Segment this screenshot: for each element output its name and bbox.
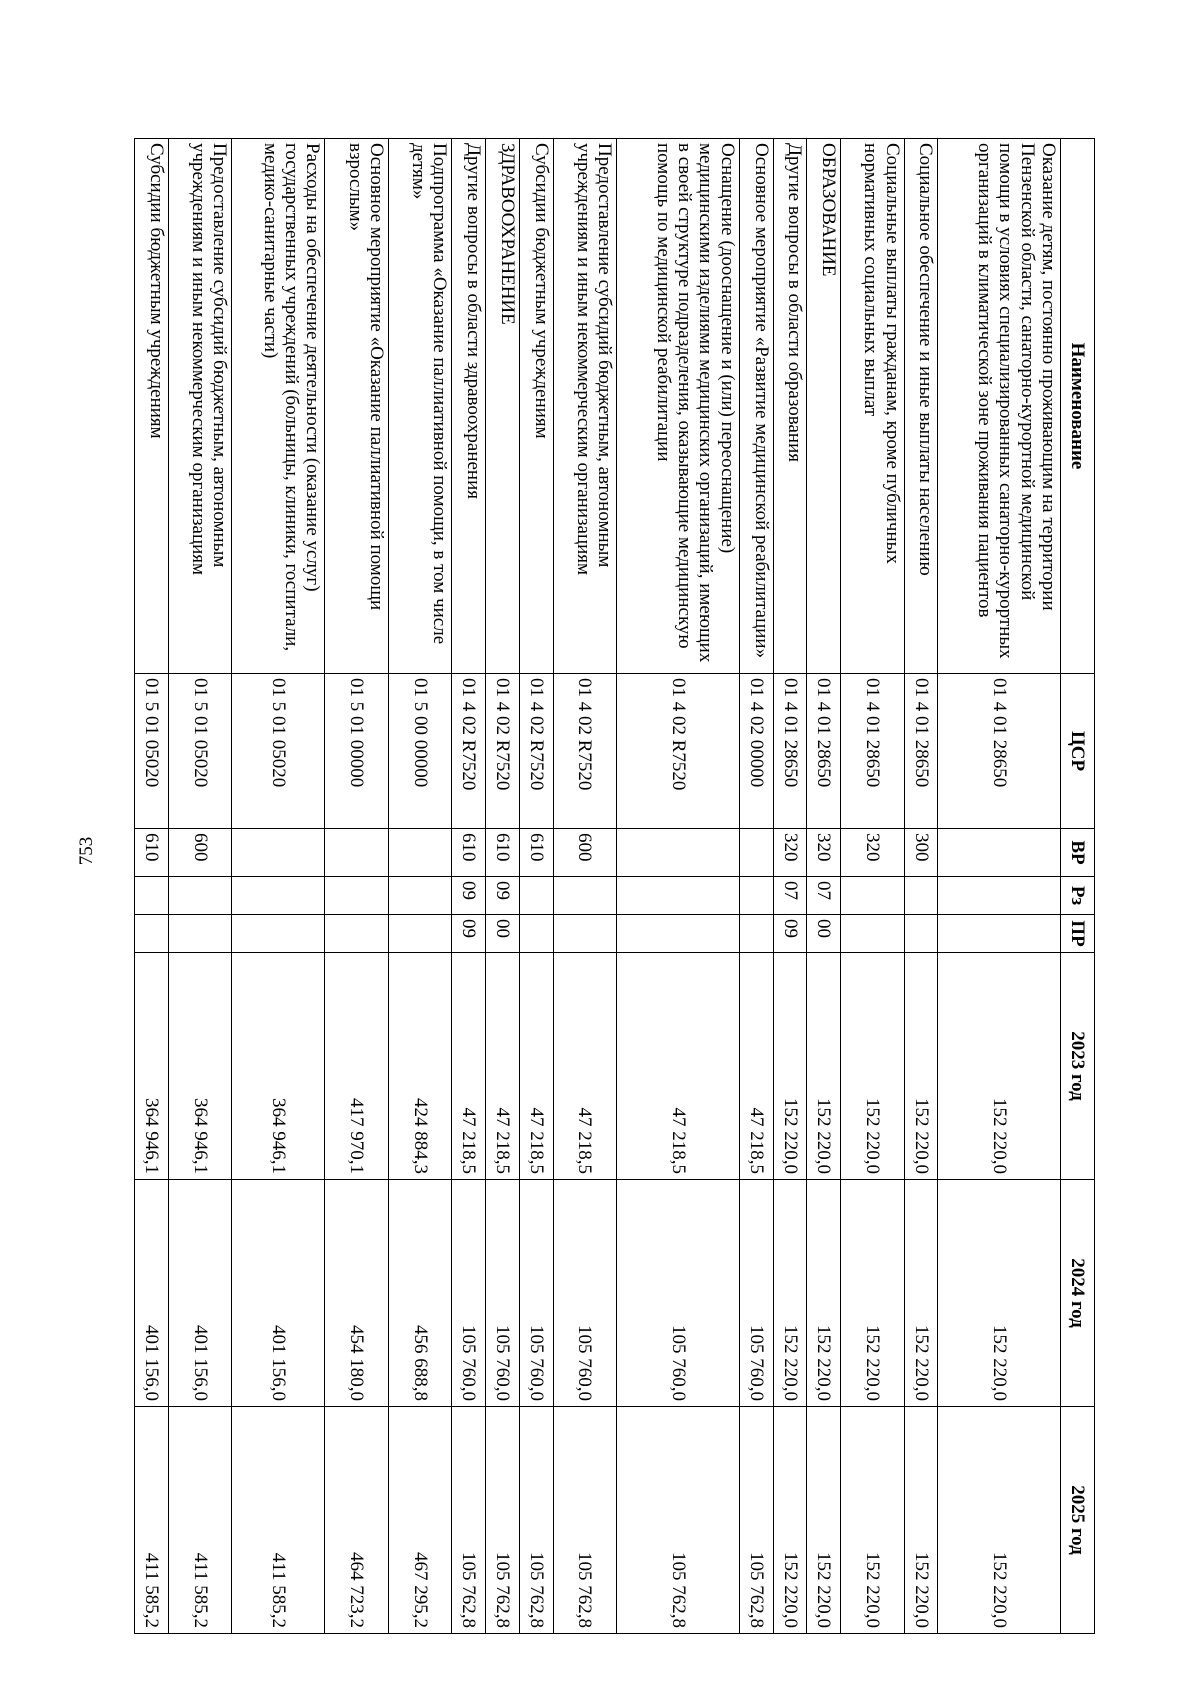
row-csr-cell: 01 4 02 R7520 [617, 674, 740, 829]
row-2023-cell: 417 970,1 [325, 953, 388, 1180]
row-vr-cell [617, 829, 740, 877]
header-vr: ВР [1061, 829, 1095, 877]
row-2023-cell: 152 220,0 [904, 953, 938, 1180]
table-row [938, 139, 1061, 1634]
row-2023-cell: 152 220,0 [807, 953, 841, 1180]
table-row [168, 139, 231, 1634]
row-name-cell: ОБРАЗОВАНИЕ [807, 139, 841, 674]
row-2025-cell: 105 762,8 [553, 1407, 616, 1634]
row-vr-cell: 600 [553, 829, 616, 877]
row-vr-cell: 610 [486, 829, 520, 877]
row-csr-cell: 01 4 01 28650 [773, 674, 807, 829]
row-2024-cell: 105 760,0 [617, 1180, 740, 1407]
row-name-cell: Субсидии бюджетным учреждениям [135, 139, 169, 674]
row-rz-cell [904, 877, 938, 915]
header-2024: 2024 год [1061, 1180, 1095, 1407]
row-csr-cell: 01 5 01 05020 [168, 674, 231, 829]
row-2024-cell: 152 220,0 [938, 1180, 1061, 1407]
row-pr-cell [388, 915, 451, 953]
table-row [135, 139, 169, 1634]
row-rz-cell [938, 877, 1061, 915]
row-2024-cell: 105 760,0 [486, 1180, 520, 1407]
row-2024-cell: 152 220,0 [904, 1180, 938, 1407]
table-row [325, 139, 388, 1634]
row-pr-cell [519, 915, 553, 953]
row-pr-cell: 09 [452, 915, 486, 953]
table-row [486, 139, 520, 1634]
row-rz-cell [232, 877, 325, 915]
row-vr-cell: 320 [807, 829, 841, 877]
row-2024-cell: 152 220,0 [841, 1180, 904, 1407]
row-vr-cell [739, 829, 773, 877]
table-row [553, 139, 616, 1634]
row-vr-cell: 300 [904, 829, 938, 877]
row-2025-cell: 464 723,2 [325, 1407, 388, 1634]
row-csr-cell: 01 4 02 R7520 [452, 674, 486, 829]
row-name-cell: Предоставление субсидий бюджетным, автономным учреждениям и иным некоммерческим организациям [168, 139, 231, 674]
row-name-cell: Социальное обеспечение и иные выплаты населению [904, 139, 938, 674]
row-2025-cell: 105 762,8 [617, 1407, 740, 1634]
row-2023-cell: 47 218,5 [519, 953, 553, 1180]
row-csr-cell: 01 5 01 00000 [325, 674, 388, 829]
row-2023-cell: 364 946,1 [232, 953, 325, 1180]
row-vr-cell: 320 [773, 829, 807, 877]
row-2023-cell: 364 946,1 [135, 953, 169, 1180]
row-pr-cell [168, 915, 231, 953]
row-2024-cell: 152 220,0 [807, 1180, 841, 1407]
header-pr: ПР [1061, 915, 1095, 953]
row-vr-cell: 320 [841, 829, 904, 877]
row-2023-cell: 364 946,1 [168, 953, 231, 1180]
row-name-cell: Социальные выплаты гражданам, кроме публичных нормативных социальных выплат [841, 139, 904, 674]
row-csr-cell: 01 4 01 28650 [841, 674, 904, 829]
row-pr-cell [739, 915, 773, 953]
header-2025: 2025 год [1061, 1407, 1095, 1634]
row-rz-cell: 09 [486, 877, 520, 915]
header-csr: ЦСР [1061, 674, 1095, 829]
row-pr-cell [841, 915, 904, 953]
row-rz-cell [135, 877, 169, 915]
row-2025-cell: 105 762,8 [486, 1407, 520, 1634]
table-row [773, 139, 807, 1634]
row-csr-cell: 01 5 00 00000 [388, 674, 451, 829]
row-csr-cell: 01 4 01 28650 [807, 674, 841, 829]
row-2024-cell: 401 156,0 [135, 1180, 169, 1407]
row-pr-cell: 00 [807, 915, 841, 953]
row-name-cell: Оснащение (дооснащение и (или) переоснащение) медицинскими изделиями медицинских организаций, имеющих в своей структуре подразделения, оказывающие медицинскую помощь по медицинской реабилитации [617, 139, 740, 674]
row-name-cell: Основное мероприятие «Оказание паллиативной помощи взрослым» [325, 139, 388, 674]
row-pr-cell [325, 915, 388, 953]
table-row [807, 139, 841, 1634]
row-pr-cell [617, 915, 740, 953]
row-vr-cell: 610 [519, 829, 553, 877]
row-rz-cell: 07 [807, 877, 841, 915]
row-name-cell: Другие вопросы в области образования [773, 139, 807, 674]
row-csr-cell: 01 5 01 05020 [232, 674, 325, 829]
row-2025-cell: 105 762,8 [739, 1407, 773, 1634]
row-2025-cell: 152 220,0 [841, 1407, 904, 1634]
row-vr-cell: 600 [168, 829, 231, 877]
row-2025-cell: 411 585,2 [232, 1407, 325, 1634]
row-2023-cell: 152 220,0 [773, 953, 807, 1180]
row-2025-cell: 105 762,8 [519, 1407, 553, 1634]
row-2025-cell: 152 220,0 [773, 1407, 807, 1634]
row-rz-cell [739, 877, 773, 915]
row-vr-cell [388, 829, 451, 877]
row-2023-cell: 47 218,5 [617, 953, 740, 1180]
table-row [232, 139, 325, 1634]
row-2025-cell: 411 585,2 [135, 1407, 169, 1634]
row-name-cell: Подпрограмма «Оказание паллиативной помощи, в том числе детям» [388, 139, 451, 674]
row-vr-cell [938, 829, 1061, 877]
header-name: Наименование [1061, 139, 1095, 674]
row-2023-cell: 47 218,5 [486, 953, 520, 1180]
row-name-cell: Оказание детям, постоянно проживающим на территории Пензенской области, санаторно-курортной медицинской помощи в условиях специализированных санаторно-курортных организаций в климатической зоне проживания пациентов [938, 139, 1061, 674]
table-header-row [1061, 139, 1095, 1634]
row-2025-cell: 152 220,0 [904, 1407, 938, 1634]
row-2024-cell: 105 760,0 [553, 1180, 616, 1407]
row-name-cell: Другие вопросы в области здравоохранения [452, 139, 486, 674]
row-2023-cell: 47 218,5 [739, 953, 773, 1180]
row-pr-cell [553, 915, 616, 953]
row-2025-cell: 467 295,2 [388, 1407, 451, 1634]
row-vr-cell [232, 829, 325, 877]
row-rz-cell [325, 877, 388, 915]
row-rz-cell [841, 877, 904, 915]
row-name-cell: Субсидии бюджетным учреждениям [519, 139, 553, 674]
row-rz-cell [553, 877, 616, 915]
row-pr-cell [135, 915, 169, 953]
row-vr-cell: 610 [452, 829, 486, 877]
header-rz: Рз [1061, 877, 1095, 915]
table-row [617, 139, 740, 1634]
row-2024-cell: 105 760,0 [519, 1180, 553, 1407]
row-vr-cell: 610 [135, 829, 169, 877]
row-name-cell: Предоставление субсидий бюджетным, автономным учреждениям и иным некоммерческим организациям [553, 139, 616, 674]
row-name-cell: Основное мероприятие «Развитие медицинской реабилитации» [739, 139, 773, 674]
row-2023-cell: 47 218,5 [452, 953, 486, 1180]
row-2024-cell: 454 180,0 [325, 1180, 388, 1407]
row-csr-cell: 01 4 02 R7520 [486, 674, 520, 829]
row-rz-cell: 09 [452, 877, 486, 915]
row-pr-cell [938, 915, 1061, 953]
row-name-cell: Расходы на обеспечение деятельности (оказание услуг) государственных учреждений (больницы, клиники, госпитали, медико-санитарные части) [232, 139, 325, 674]
row-csr-cell: 01 5 01 05020 [135, 674, 169, 829]
table-row [739, 139, 773, 1634]
row-2025-cell: 411 585,2 [168, 1407, 231, 1634]
row-2024-cell: 401 156,0 [168, 1180, 231, 1407]
budget-table [134, 138, 1095, 1634]
row-2023-cell: 424 884,3 [388, 953, 451, 1180]
row-2024-cell: 456 688,8 [388, 1180, 451, 1407]
rotated-page-content [134, 138, 1095, 1633]
row-rz-cell [168, 877, 231, 915]
row-csr-cell: 01 4 02 00000 [739, 674, 773, 829]
row-csr-cell: 01 4 02 R7520 [519, 674, 553, 829]
row-2025-cell: 152 220,0 [807, 1407, 841, 1634]
row-csr-cell: 01 4 02 R7520 [553, 674, 616, 829]
row-rz-cell [617, 877, 740, 915]
row-rz-cell [519, 877, 553, 915]
row-2024-cell: 105 760,0 [739, 1180, 773, 1407]
row-2025-cell: 105 762,8 [452, 1407, 486, 1634]
header-2023: 2023 год [1061, 953, 1095, 1180]
row-2023-cell: 152 220,0 [841, 953, 904, 1180]
table-body [135, 139, 1061, 1634]
row-name-cell: ЗДРАВООХРАНЕНИЕ [486, 139, 520, 674]
row-vr-cell [325, 829, 388, 877]
table-row [904, 139, 938, 1634]
row-pr-cell [904, 915, 938, 953]
table-row [519, 139, 553, 1634]
table-row [388, 139, 451, 1634]
row-pr-cell: 00 [486, 915, 520, 953]
row-2024-cell: 105 760,0 [452, 1180, 486, 1407]
row-2023-cell: 47 218,5 [553, 953, 616, 1180]
row-csr-cell: 01 4 01 28650 [904, 674, 938, 829]
row-2024-cell: 401 156,0 [232, 1180, 325, 1407]
row-pr-cell: 09 [773, 915, 807, 953]
table-row [841, 139, 904, 1634]
row-pr-cell [232, 915, 325, 953]
row-rz-cell [388, 877, 451, 915]
row-csr-cell: 01 4 01 28650 [938, 674, 1061, 829]
row-rz-cell: 07 [773, 877, 807, 915]
row-2023-cell: 152 220,0 [938, 953, 1061, 1180]
row-2025-cell: 152 220,0 [938, 1407, 1061, 1634]
row-2024-cell: 152 220,0 [773, 1180, 807, 1407]
page-number: 753 [76, 836, 97, 866]
table-row [452, 139, 486, 1634]
